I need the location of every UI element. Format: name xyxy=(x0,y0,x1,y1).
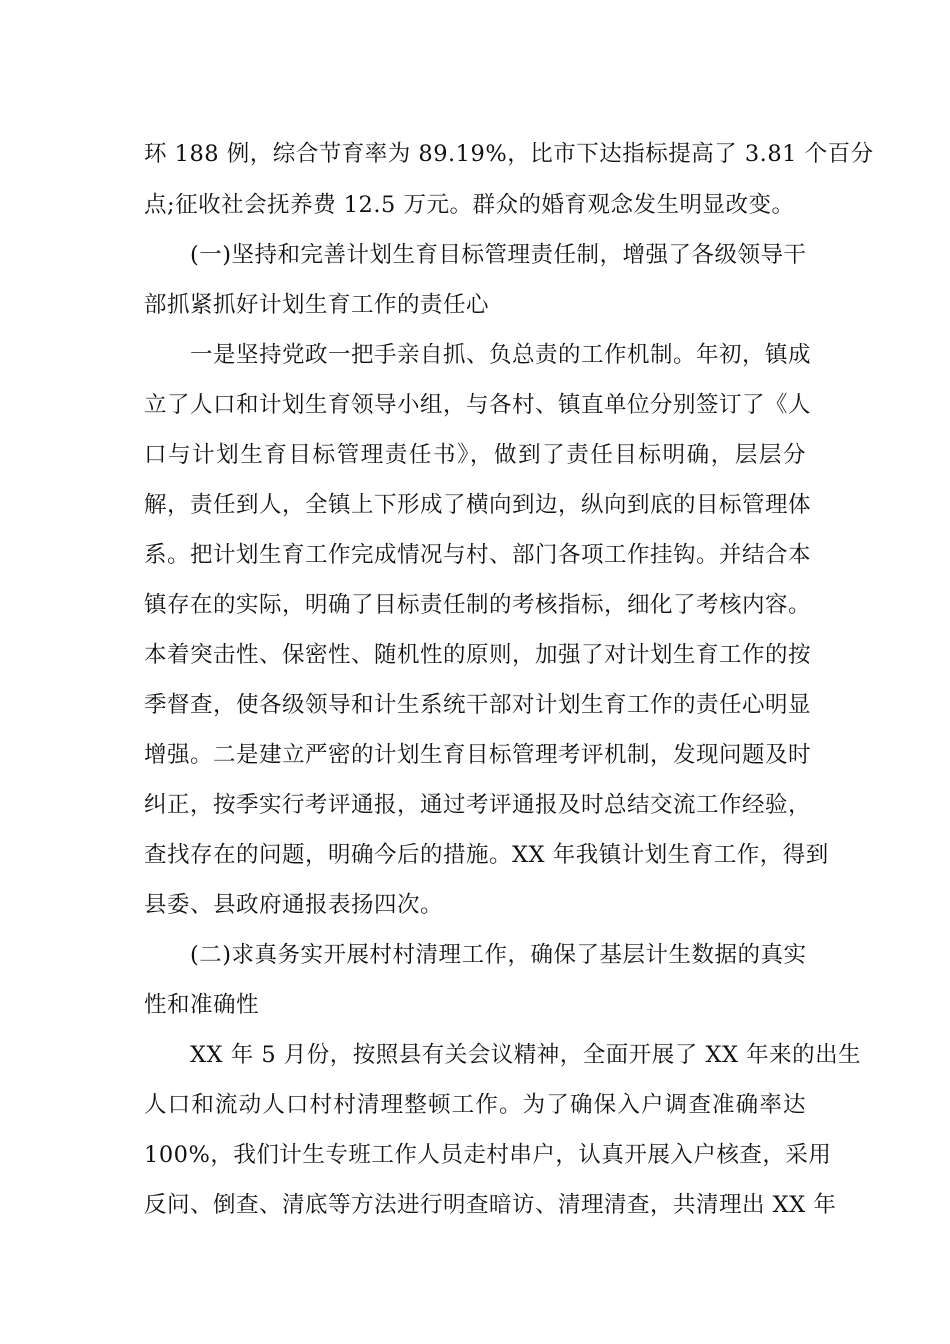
section-heading-line: 部抓紧抓好计划生育工作的责任心 xyxy=(144,292,490,318)
text-line: 口与计划生育目标管理责任书》，做到了责任目标明确，层层分 xyxy=(144,442,806,468)
section-heading-line: (二)求真务实开展村村清理工作，确保了基层计生数据的真实 xyxy=(190,942,807,968)
text-line: 系。把计划生育工作完成情况与村、部门各项工作挂钩。并结合本 xyxy=(144,542,812,568)
text-line: XX 年 5 月份，按照县有关会议精神，全面开展了 XX 年来的出生 xyxy=(190,1042,862,1068)
section-heading-line: (一)坚持和完善计划生育目标管理责任制，增强了各级领导干 xyxy=(190,242,807,268)
text-line: 点;征收社会抚养费 12.5 万元。群众的婚育观念发生明显改变。 xyxy=(144,192,795,218)
section-heading-line: 性和准确性 xyxy=(144,992,260,1018)
text-line: 增强。二是建立严密的计划生育目标管理考评机制，发现问题及时 xyxy=(144,742,812,768)
text-line: 100%，我们计生专班工作人员走村串户，认真开展入户核查，采用 xyxy=(144,1142,832,1168)
text-line: 环 188 例，综合节育率为 89.19%，比市下达指标提高了 3.81 个百分 xyxy=(144,141,874,167)
text-line: 本着突击性、保密性、随机性的原则，加强了对计划生育工作的按 xyxy=(144,642,812,668)
text-line: 立了人口和计划生育领导小组，与各村、镇直单位分别签订了《人 xyxy=(144,392,812,418)
text-line: 查找存在的问题，明确今后的措施。XX 年我镇计划生育工作，得到 xyxy=(144,842,829,868)
text-line: 一是坚持党政一把手亲自抓、负总责的工作机制。年初，镇成 xyxy=(190,342,812,368)
text-line: 县委、县政府通报表扬四次。 xyxy=(144,892,444,918)
text-line: 反问、倒查、清底等方法进行明查暗访、清理清查，共清理出 XX 年 xyxy=(144,1192,837,1218)
text-line: 季督查，使各级领导和计生系统干部对计划生育工作的责任心明显 xyxy=(144,692,812,718)
text-line: 纠正，按季实行考评通报，通过考评通报及时总结交流工作经验， xyxy=(144,792,812,818)
text-line: 解，责任到人，全镇上下形成了横向到边，纵向到底的目标管理体 xyxy=(144,492,812,518)
text-line: 人口和流动人口村村清理整顿工作。为了确保入户调查准确率达 xyxy=(144,1092,806,1118)
text-line: 镇存在的实际，明确了目标责任制的考核指标，细化了考核内容。 xyxy=(144,592,812,618)
